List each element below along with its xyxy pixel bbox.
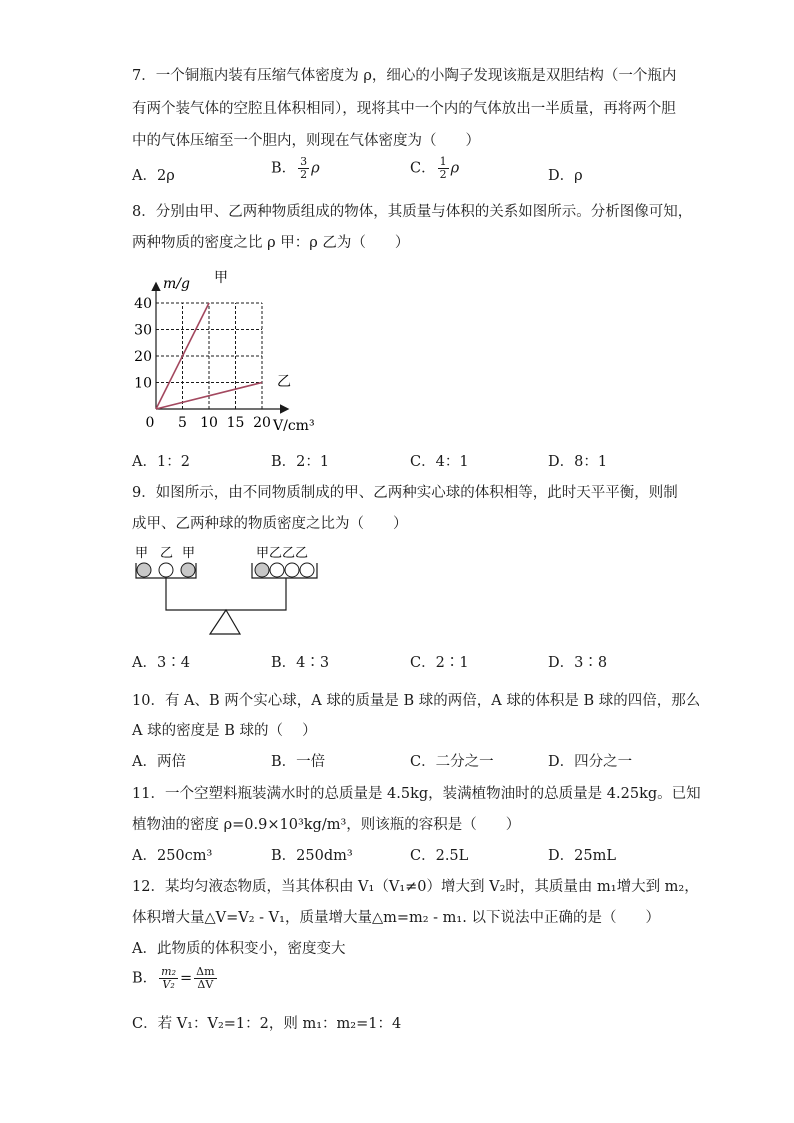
q8-option-b: B．2：1 [271,454,330,470]
q11-line-1: 11．一个空塑料瓶装满水时的总质量是 4.5kg，装满植物油时的总质量是 4.25kg。已知 [132,786,701,802]
q7-option-a: A．2ρ [132,168,175,184]
left-ball-label-1: 甲 [135,546,149,561]
q7-line-1: 7．一个铜瓶内装有压缩气体密度为 ρ，细心的小陶子发现该瓶是双胆结构（一个瓶内 [132,68,677,84]
q11-option-a: A．250cm³ [132,848,213,864]
y-tick-label: 40 [134,296,152,312]
left-ball-label-2: 乙 [160,546,174,561]
q11-line-2: 植物油的密度 ρ=0.9×10³kg/m³，则该瓶的容积是（ ） [132,817,521,833]
ball-yi [285,563,299,577]
series-label-jia: 甲 [214,270,228,286]
ball-jia [137,563,151,577]
fraction: $\frac{\text{m₂}}{\text{V₂}}$ [161,965,176,991]
x-tick-label: 10 [200,415,218,431]
q12-option-a: A．此物质的体积变小，密度变大 [132,941,346,957]
ball-jia [181,563,195,577]
q10-option-a: A．两倍 [132,754,186,770]
q8-option-c: C．4：1 [410,454,469,470]
series-label-yi: 乙 [277,374,291,390]
q7-line-2: 有两个装气体的空腔且体积相同），现将其中一个内的气体放出一半质量，再将两个胆 [132,101,676,117]
q11-option-d: D．25mL [548,848,616,864]
q9-option-c: C．2∶1 [410,655,469,671]
q10-option-d: D．四分之一 [548,754,633,770]
ball-yi [159,563,173,577]
x-tick-label: 0 [145,415,155,431]
right-ball-labels: 甲乙乙乙 [256,546,309,561]
x-tick-label: 5 [178,415,187,431]
q12-line-2: 体积增大量△V=V₂ - V₁，质量增大量△m=m₂ - m₁. 以下说法中正确的是（ ） [132,910,660,926]
q7-option-d: D．ρ [548,168,583,184]
q12-option-b: B． $\frac{\text{m₂}}{\text{V₂}}$ = $\frac{\Delta m}{\Delta V}$ [132,965,215,991]
q7-option-b: B． $\frac{3}{2}$ ρ [271,155,320,181]
q8-line-2: 两种物质的密度之比 ρ 甲：ρ 乙为（ ） [132,235,410,251]
q10-line-1: 10．有 A、B 两个实心球，A 球的质量是 B 球的两倍，A 球的体积是 B 球的四倍，那么 [132,693,701,709]
x-tick-label: 20 [253,415,271,431]
q12-option-c: C．若 V₁：V₂=1：2，则 m₁：m₂=1：4 [132,1016,402,1032]
q10-option-c: C．二分之一 [410,754,494,770]
q12-line-1: 12．某均匀液态物质，当其体积由 V₁（V₁≠0）增大到 V₂时，其质量由 m₁增大到 m₂， [132,879,699,895]
q7-line-3: 中的气体压缩至一个胆内，则现在气体密度为（ ） [132,133,480,149]
q9-option-d: D．3∶8 [548,655,608,671]
ball-yi [300,563,314,577]
y-tick-label: 20 [134,349,152,365]
q8-line-1: 8．分别由甲、乙两种物质组成的物体，其质量与体积的关系如图所示。分析图像可知， [132,204,693,220]
q10-option-b: B．一倍 [271,754,326,770]
q11-option-c: C．2.5L [410,848,469,864]
fraction: $\frac{1}{2}$ [439,155,447,181]
q8-option-a: A．1：2 [132,454,190,470]
q9-option-a: A．3∶4 [132,655,190,671]
y-tick-label: 30 [134,322,152,339]
q8-option-d: D．8：1 [548,454,608,470]
fraction: $\frac{3}{2}$ [300,155,308,181]
q9-line-2: 成甲、乙两种球的物质密度之比为（ ） [132,516,408,532]
x-tick-label: 15 [226,415,245,431]
chart-grid [156,303,262,409]
mass-volume-chart [125,262,325,440]
x-axis-label: V/cm³ [273,418,315,434]
y-axis-label: m/g [163,276,190,292]
q9-line-1: 9．如图所示，由不同物质制成的甲、乙两种实心球的体积相等，此时天平平衡，则制 [132,485,678,501]
y-tick-label: 10 [134,375,152,392]
ball-yi [270,563,284,577]
q9-option-b: B．4∶3 [271,655,330,671]
left-ball-label-3: 甲 [182,546,196,561]
q11-option-b: B．250dm³ [271,848,353,864]
q7-option-c: C． $\frac{1}{2}$ ρ [410,155,460,181]
fraction: $\frac{\Delta m}{\Delta V}$ [196,965,215,991]
fulcrum [210,610,240,634]
balance-beam [166,578,286,610]
ball-jia [255,563,269,577]
q10-line-2: A 球的密度是 B 球的（ ） [132,723,317,739]
balance-diagram [128,542,328,638]
